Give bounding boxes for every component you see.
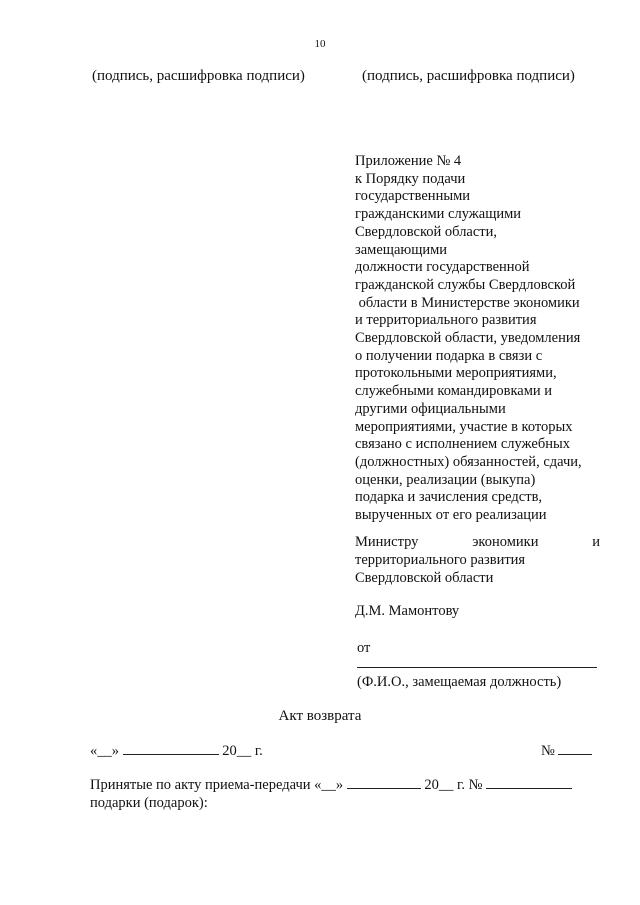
addressee-name: Д.М. Мамонтову: [355, 603, 460, 619]
page-number: 10: [314, 38, 326, 50]
appendix-line: мероприятиями, участие в которых: [355, 418, 573, 435]
appendix-line: связано с исполнением служебных: [355, 436, 570, 453]
act-date-row: [90, 742, 263, 760]
appendix-line: подарка и зачисления средств,: [355, 489, 543, 506]
appendix-line: к Порядку подачи: [355, 170, 466, 187]
accepted-line: [90, 776, 572, 794]
appendix-line: области в Министерстве экономики: [355, 294, 580, 311]
addressee-block: [355, 533, 600, 587]
appendix-line: другими официальными: [355, 400, 506, 417]
act-number-row: [541, 742, 592, 760]
appendix-line: протокольными мероприятиями,: [355, 365, 557, 382]
appendix-line: государственными: [355, 188, 471, 205]
accepted-number-blank: [486, 776, 572, 789]
accepted-line-2: подарки (подарок):: [90, 795, 208, 811]
appendix-line: Свердловской области, уведомления: [355, 330, 581, 347]
appendix-line: Свердловской области,: [355, 223, 498, 240]
signature-caption-right: (подпись, расшифровка подписи): [362, 68, 575, 84]
appendix-line: оценки, реализации (выкупа): [355, 471, 536, 488]
date-month-blank: [123, 742, 219, 755]
appendix-line: о получении подарка в связи с: [355, 347, 543, 364]
signature-caption-left: (подпись, расшифровка подписи): [92, 68, 305, 84]
fio-caption: (Ф.И.О., замещаемая должность): [357, 674, 562, 690]
appendix-line: должности государственной: [355, 259, 530, 276]
act-title: Акт возврата: [278, 708, 362, 724]
addressee-line-3: Свердловской области: [355, 570, 494, 586]
from-fill-line: [357, 667, 597, 668]
addressee-word: и: [592, 534, 600, 550]
addressee-line-2: территориального развития: [355, 552, 526, 568]
from-label: от: [357, 640, 371, 656]
appendix-line: вырученных от его реализации: [355, 507, 547, 524]
appendix-line: гражданскими служащими: [355, 206, 522, 223]
appendix-line: и территориального развития: [355, 312, 537, 329]
accepted-month-blank: [347, 776, 421, 789]
appendix-line: (должностных) обязанностей, сдачи,: [355, 453, 582, 470]
appendix-line: служебными командировками и: [355, 383, 553, 400]
accepted-text: Принятые по акту приема-передачи «__»: [90, 777, 344, 793]
number-blank: [558, 742, 592, 755]
appendix-line: гражданской службы Свердловской: [355, 276, 576, 293]
appendix-line: Приложение № 4: [355, 153, 462, 169]
addressee-word: экономики: [472, 534, 539, 550]
addressee-word: Министру: [355, 534, 419, 550]
date-year: 20__ г.: [222, 743, 263, 759]
accepted-year: 20__ г. №: [424, 777, 483, 793]
appendix-line: замещающими: [355, 241, 448, 258]
date-day: «__»: [90, 743, 119, 759]
appendix-header: [355, 153, 605, 525]
number-label: №: [541, 743, 555, 759]
addressee-line-1: [355, 533, 600, 551]
